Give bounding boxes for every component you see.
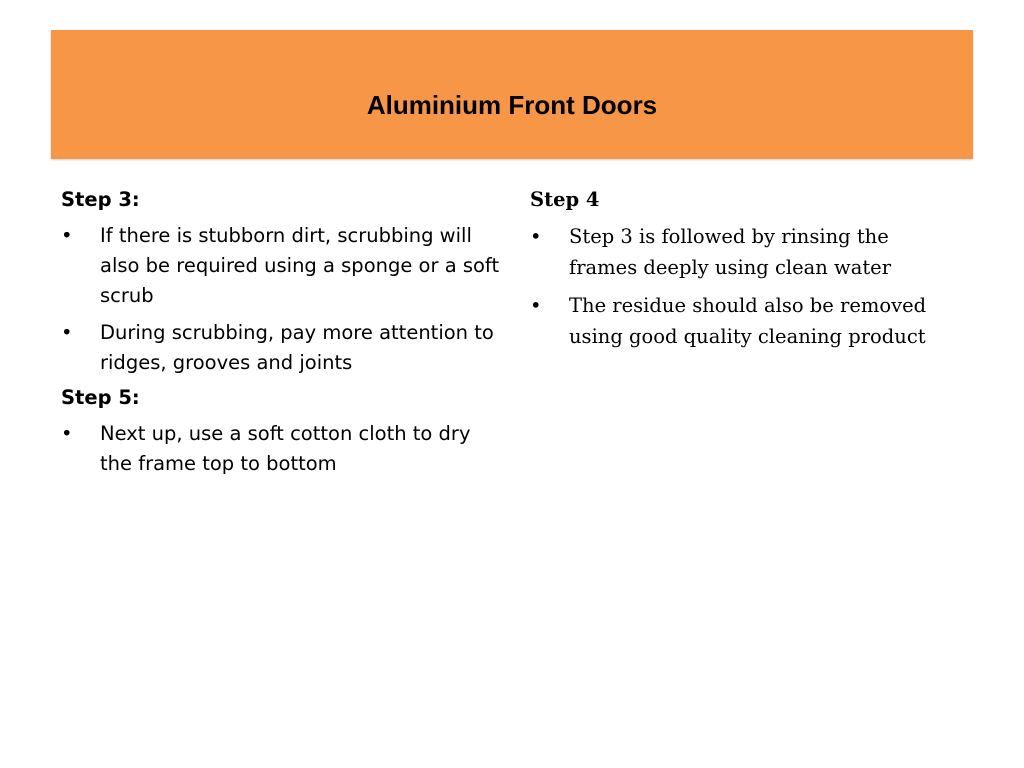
bullet-icon: • xyxy=(530,225,542,248)
bullet-item xyxy=(530,221,960,283)
bullet-list xyxy=(530,221,960,352)
right-column xyxy=(530,185,960,352)
bullet-text: The residue should also be removed using good quality cleaning product xyxy=(569,294,927,348)
bullet-icon: • xyxy=(530,294,542,317)
bullet-item xyxy=(530,290,960,352)
step-heading: Step 5: xyxy=(61,386,140,409)
step-heading: Step 3: xyxy=(61,188,140,211)
left-column xyxy=(61,185,501,479)
bullet-text: During scrubbing, pay more attention to ridges, grooves and joints xyxy=(100,321,494,374)
slide-title: Aluminium Front Doors xyxy=(366,90,658,120)
title-band xyxy=(51,30,973,159)
bullet-icon: • xyxy=(61,321,73,344)
step-heading: Step 4 xyxy=(530,188,600,211)
bullet-text: Step 3 is followed by rinsing the frames deeply using clean water xyxy=(569,225,892,279)
bullet-text: If there is stubborn dirt, scrubbing will also be required using a sponge or a soft scrub xyxy=(100,224,500,307)
bullet-list xyxy=(61,419,501,479)
bullet-text: Next up, use a soft cotton cloth to dry the frame top to bottom xyxy=(100,422,471,475)
bullet-item xyxy=(61,221,501,311)
bullet-item xyxy=(61,318,501,378)
bullet-item xyxy=(61,419,501,479)
bullet-icon: • xyxy=(61,422,73,445)
bullet-icon: • xyxy=(61,224,73,247)
bullet-list xyxy=(61,221,501,378)
